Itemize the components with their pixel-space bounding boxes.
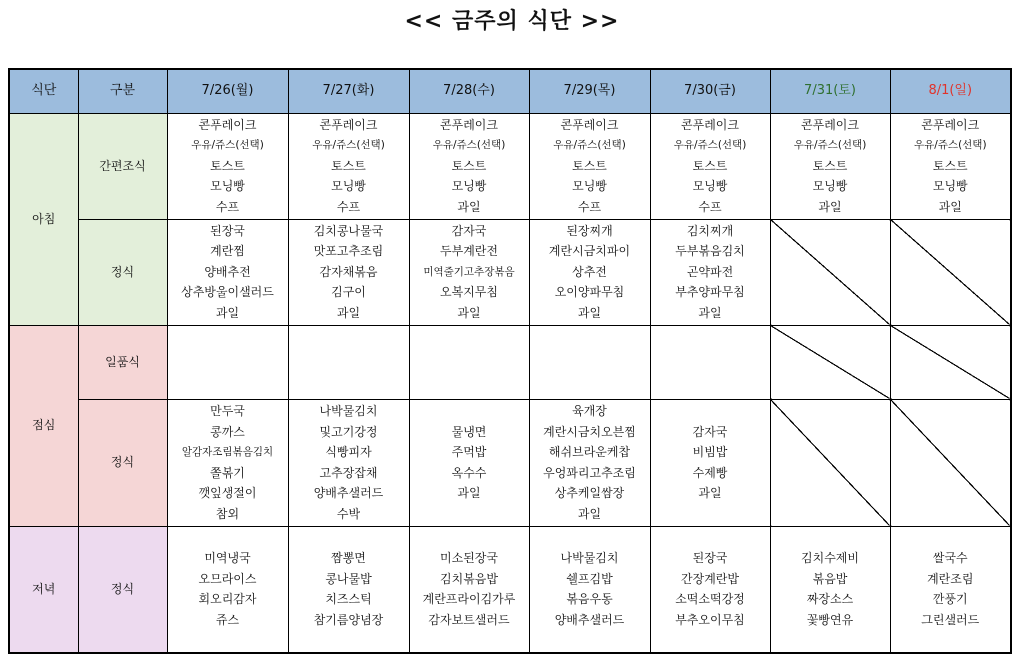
menu-item: 감자국 xyxy=(451,223,487,238)
menu-item: 쥬스 xyxy=(215,612,240,627)
menu-cell xyxy=(409,219,529,325)
menu-item: 과일 xyxy=(818,199,842,214)
menu-item: 나박물김치 xyxy=(319,404,378,418)
empty-cell-slash xyxy=(770,219,890,325)
lunch-regular-row xyxy=(9,399,1011,526)
menu-item: 콘푸레이크 xyxy=(681,117,739,132)
menu-item: 알감자조림볶음김치 xyxy=(181,446,274,458)
menu-item: 감자채볶음 xyxy=(319,264,378,279)
menu-cell xyxy=(288,526,409,653)
menu-item: 참기름양념장 xyxy=(313,612,384,627)
menu-item: 토스트 xyxy=(210,158,245,173)
menu-cell xyxy=(650,526,770,653)
menu-item: 상추방울이샐러드 xyxy=(181,285,274,300)
menu-item: 소떡소떡강정 xyxy=(675,592,745,607)
menu-item: 과일 xyxy=(215,305,240,320)
menu-item: 우유/쥬스(선택) xyxy=(191,139,264,152)
menu-item: 양배추샐러드 xyxy=(554,612,625,627)
empty-cell xyxy=(529,325,650,399)
menu-cell xyxy=(409,113,529,219)
menu-item: 치즈스틱 xyxy=(325,592,372,607)
menu-item: 및고기강정 xyxy=(319,424,378,439)
header-meal: 식단 xyxy=(9,69,78,113)
menu-item: 그린샐러드 xyxy=(921,612,980,627)
header-type: 구분 xyxy=(78,69,167,113)
menu-item: 짬뽕면 xyxy=(331,551,366,566)
empty-cell xyxy=(650,325,770,399)
meal-label-breakfast: 아침 xyxy=(9,113,78,325)
menu-item: 과일 xyxy=(457,199,481,214)
type-label-regular: 정식 xyxy=(78,526,167,653)
menu-item: 된장국 xyxy=(210,223,245,238)
menu-cell xyxy=(288,219,409,325)
menu-item: 두부계란전 xyxy=(440,244,498,259)
menu-item: 모닝빵 xyxy=(210,179,245,194)
menu-item: 김치찌개 xyxy=(686,223,734,238)
menu-item: 수프 xyxy=(577,199,602,214)
meal-label-lunch: 점심 xyxy=(9,325,78,526)
menu-item: 우유/쥬스(선택) xyxy=(913,139,987,152)
menu-item: 계란찜 xyxy=(210,244,245,259)
menu-item: 콩까스 xyxy=(210,424,245,439)
menu-item: 두부볶음김치 xyxy=(675,244,745,259)
menu-item: 수박 xyxy=(336,506,361,521)
menu-item: 상추케일쌈장 xyxy=(554,486,625,500)
page-title: << 금주의 식단 >> xyxy=(404,9,620,34)
menu-item: 수프 xyxy=(336,199,361,214)
header-day-sunday: 8/1(일) xyxy=(890,69,1011,113)
menu-item: 과일 xyxy=(577,305,602,320)
menu-cell xyxy=(288,113,409,219)
menu-item: 부추양파무침 xyxy=(675,285,745,300)
menu-item: 토스트 xyxy=(932,158,968,173)
menu-item: 간장계란밥 xyxy=(681,571,739,586)
menu-cell xyxy=(529,113,650,219)
empty-cell xyxy=(288,325,409,399)
menu-item: 물냉면 xyxy=(451,424,487,439)
menu-cell xyxy=(770,526,890,653)
menu-item: 우유/쥬스(선택) xyxy=(432,139,506,152)
menu-item: 모닝빵 xyxy=(572,179,607,194)
menu-item: 과일 xyxy=(698,305,722,320)
menu-item: 된장찌개 xyxy=(566,223,613,238)
menu-item: 오이양파무침 xyxy=(554,285,625,300)
menu-item: 볶음밥 xyxy=(812,571,848,586)
menu-item: 양배추전 xyxy=(204,264,251,279)
header-day: 7/27(화) xyxy=(288,69,409,113)
menu-item: 만두국 xyxy=(210,404,245,418)
menu-item: 토스트 xyxy=(692,158,728,173)
menu-item: 콘푸레이크 xyxy=(198,117,257,132)
menu-item: 옥수수 xyxy=(451,465,487,480)
menu-item: 부추오이무침 xyxy=(675,612,745,627)
dinner-regular-row xyxy=(9,526,1011,653)
header-row xyxy=(9,69,1011,113)
menu-item: 쫄볶기 xyxy=(210,465,245,480)
menu-item: 수프 xyxy=(215,199,240,214)
menu-item: 김치수제비 xyxy=(801,551,859,566)
menu-item: 콘푸레이크 xyxy=(440,117,498,132)
breakfast-regular-row xyxy=(9,219,1011,325)
menu-item: 모닝빵 xyxy=(812,179,848,194)
menu-cell xyxy=(650,399,770,526)
header-day: 7/28(수) xyxy=(409,69,529,113)
menu-item: 계란프라이김가루 xyxy=(422,592,516,607)
menu-cell xyxy=(770,113,890,219)
empty-cell-slash xyxy=(890,399,1011,526)
menu-item: 계란시금치오븐찜 xyxy=(543,424,636,439)
menu-item: 김치콩나물국 xyxy=(313,223,384,238)
meal-label-dinner: 저녁 xyxy=(9,526,78,653)
menu-item: 과일 xyxy=(457,486,481,500)
header-day-saturday: 7/31(토) xyxy=(770,69,890,113)
menu-item: 식빵피자 xyxy=(325,445,372,459)
menu-item: 고추장잡채 xyxy=(319,465,378,480)
menu-item: 콘푸레이크 xyxy=(560,117,619,132)
menu-item: 모닝빵 xyxy=(932,179,968,194)
menu-item: 오므라이스 xyxy=(198,571,257,586)
menu-item: 감자보트샐러드 xyxy=(428,612,510,627)
menu-item: 참외 xyxy=(215,506,240,521)
menu-item: 미소된장국 xyxy=(440,551,498,566)
menu-item: 과일 xyxy=(336,305,361,320)
menu-item: 오복지무침 xyxy=(440,285,498,300)
menu-item: 우유/쥬스(선택) xyxy=(673,139,747,152)
menu-item: 짜장소스 xyxy=(806,592,854,607)
menu-item: 우유/쥬스(선택) xyxy=(312,139,385,152)
empty-cell-slash xyxy=(770,399,890,526)
menu-item: 콘푸레이크 xyxy=(801,117,859,132)
header-day: 7/30(금) xyxy=(650,69,770,113)
menu-item: 나박물김치 xyxy=(560,551,619,566)
menu-item: 우엉꽈리고추조림 xyxy=(543,465,636,480)
menu-item: 콩나물밥 xyxy=(325,571,372,586)
menu-item: 깻잎생절이 xyxy=(198,486,257,500)
menu-cell xyxy=(529,399,650,526)
menu-item: 회오리감자 xyxy=(198,592,257,607)
menu-item: 김치볶음밥 xyxy=(440,571,498,586)
menu-item: 비빔밥 xyxy=(692,445,728,459)
menu-cell xyxy=(529,219,650,325)
menu-item: 양배추샐러드 xyxy=(313,486,384,500)
menu-item: 토스트 xyxy=(812,158,848,173)
menu-cell xyxy=(890,113,1011,219)
menu-item: 된장국 xyxy=(692,551,728,566)
type-label-simple: 간편조식 xyxy=(78,113,167,219)
menu-item: 볶음우동 xyxy=(566,592,613,607)
empty-cell-slash xyxy=(890,325,1011,399)
empty-cell-slash xyxy=(770,325,890,399)
lunch-special-row xyxy=(9,325,1011,399)
menu-item: 김구이 xyxy=(331,285,366,300)
empty-cell-slash xyxy=(890,219,1011,325)
type-label-regular: 정식 xyxy=(78,219,167,325)
menu-cell xyxy=(529,526,650,653)
menu-item: 계란조림 xyxy=(927,571,974,586)
menu-item: 깐풍기 xyxy=(932,592,968,607)
menu-cell xyxy=(167,219,288,325)
menu-cell xyxy=(650,219,770,325)
menu-item: 미역냉국 xyxy=(204,551,251,566)
menu-item: 토스트 xyxy=(572,158,607,173)
menu-cell xyxy=(890,526,1011,653)
menu-item: 모닝빵 xyxy=(451,179,487,194)
type-label-regular: 정식 xyxy=(78,399,167,526)
menu-item: 계란시금치파이 xyxy=(548,244,631,259)
menu-item: 모닝빵 xyxy=(331,179,366,194)
menu-item: 쉘프김밥 xyxy=(566,571,613,586)
menu-item: 우유/쥬스(선택) xyxy=(793,139,867,152)
menu-item: 주먹밥 xyxy=(451,445,487,459)
header-day: 7/26(월) xyxy=(167,69,288,113)
menu-item: 콘푸레이크 xyxy=(319,117,378,132)
menu-cell xyxy=(167,526,288,653)
menu-item: 과일 xyxy=(577,506,602,521)
menu-item: 육개장 xyxy=(572,404,607,418)
menu-item: 토스트 xyxy=(331,158,366,173)
menu-item: 우유/쥬스(선택) xyxy=(553,139,626,152)
menu-item: 곤약파전 xyxy=(686,264,734,279)
menu-item: 모닝빵 xyxy=(692,179,728,194)
menu-cell xyxy=(650,113,770,219)
type-label-special: 일품식 xyxy=(78,325,167,399)
menu-item: 미역줄기고추장볶음 xyxy=(423,265,515,278)
menu-item: 맛포고추조림 xyxy=(313,244,384,259)
weekly-menu-table xyxy=(8,68,1012,654)
menu-item: 수프 xyxy=(698,199,722,214)
breakfast-simple-row xyxy=(9,113,1011,219)
menu-cell xyxy=(167,113,288,219)
menu-item: 상추전 xyxy=(572,264,607,279)
menu-item: 과일 xyxy=(698,486,722,500)
menu-item: 과일 xyxy=(457,305,481,320)
empty-cell xyxy=(167,325,288,399)
menu-cell xyxy=(167,399,288,526)
header-day: 7/29(목) xyxy=(529,69,650,113)
menu-item: 쌀국수 xyxy=(932,551,968,566)
menu-cell xyxy=(409,399,529,526)
menu-item: 수제빵 xyxy=(692,465,728,480)
menu-item: 감자국 xyxy=(692,424,728,439)
menu-item: 과일 xyxy=(938,199,962,214)
menu-cell xyxy=(288,399,409,526)
menu-item: 꽃빵연유 xyxy=(806,612,854,627)
menu-item: 해쉬브라운케찹 xyxy=(548,445,631,459)
menu-item: 콘푸레이크 xyxy=(921,117,980,132)
menu-item: 토스트 xyxy=(451,158,487,173)
menu-cell xyxy=(409,526,529,653)
empty-cell xyxy=(409,325,529,399)
